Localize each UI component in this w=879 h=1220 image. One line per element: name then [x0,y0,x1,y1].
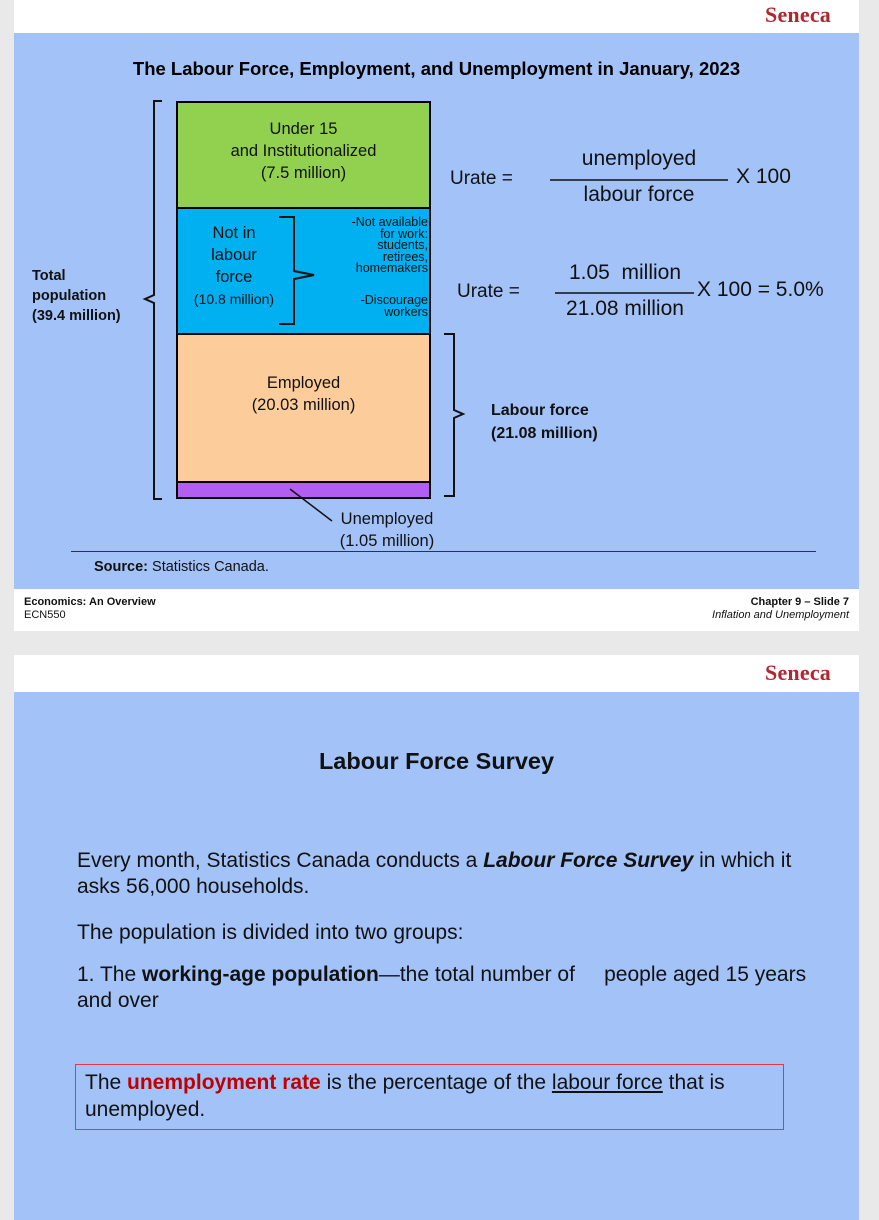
formula1-numerator: unemployed [581,147,697,170]
employed-label: Employed (20.03 million) [251,374,356,414]
slide-content [14,33,859,589]
paragraph-groups: The population is divided into two groups: [77,921,464,944]
labour-force-label: Labour force (21.08 million) [491,402,598,442]
divider-line [71,551,816,552]
slide-content [14,692,859,1220]
formula2-denominator: 21.08 million [566,297,684,320]
definition-box: The unemployment rate is the percentage of the labour force that is unemployed. [75,1064,784,1130]
slide-8[interactable] [14,655,859,1220]
slide-7[interactable] [14,0,859,631]
slide-title: The Labour Force, Employment, and Unemployment in January, 2023 [132,58,741,79]
source-note: Source: Statistics Canada. [94,559,269,575]
formula1-rhs: X 100 [736,165,791,188]
footer-left: Economics: An Overview ECN550 [24,596,156,621]
formula1-denominator: labour force [583,183,695,206]
formula2-rhs: X 100 = 5.0% [697,278,824,301]
not-available-reasons: -Not available for work: students, retirees, homemakers [351,215,428,275]
formula2-numerator: 1.05 million [568,261,682,284]
formula2-lhs: Urate = [457,281,520,302]
under-15-label: Under 15 and Institutionalized (7.5 million) [230,120,377,182]
footer-right: Chapter 9 – Slide 7 Inflation and Unemployment [712,596,849,621]
seneca-logo: Seneca [765,660,831,685]
diagram-lines [14,33,859,589]
unemployed-label: Unemployed (1.05 million) [339,510,435,550]
labour-force-brace [444,334,463,496]
total-population-brace [145,101,162,499]
slide-title: Labour Force Survey [318,748,555,774]
formula1-lhs: Urate = [450,168,513,189]
paragraph-survey: Every month, Statistics Canada conducts a Labour Force Survey in which it asks 56,000 households. [77,849,792,898]
seneca-logo: Seneca [765,2,831,27]
total-population-label: Total population (39.4 million) [32,268,121,324]
unemployed-pointer [290,489,332,521]
paragraph-working-age: 1. The working-age population—the total number of people aged 15 years and over [77,963,807,1012]
not-in-labour-force-label: Not in labour force (10.8 million) [193,224,275,307]
discouraged-workers: -Discourage workers [360,293,428,319]
not-in-lf-brace [279,217,314,324]
